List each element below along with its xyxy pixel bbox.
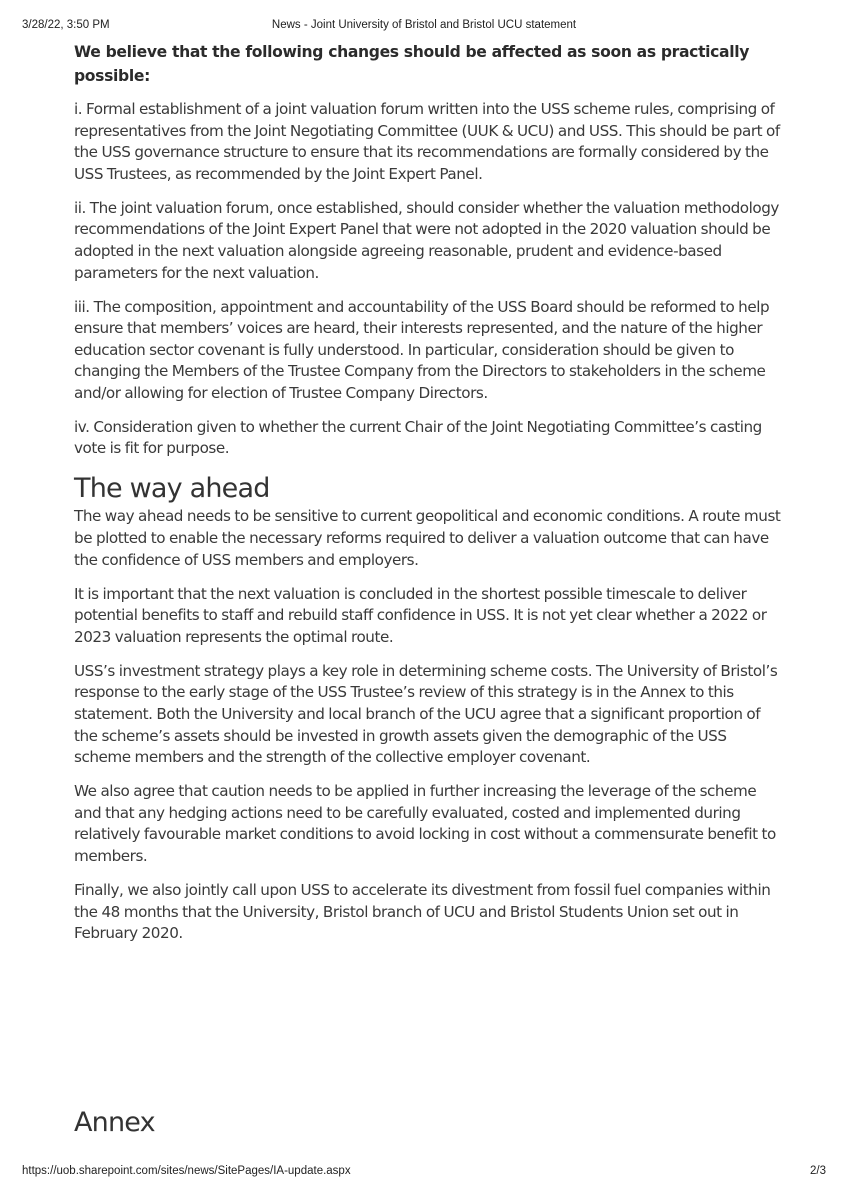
print-datetime: 3/28/22, 3:50 PM [22, 19, 110, 31]
recommendation-item: iv. Consideration given to whether the current Chair of the Joint Negotiating Committee’s casting vote is fit for purpose. [74, 417, 762, 458]
way-ahead-paragraph: It is important that the next valuation is concluded in the shortest possible timescale to deliver potential benefits to staff and rebuild staff confidence in USS. It is not yet clear whether a 2022 or 2023 valuation represents the optimal route. [74, 584, 767, 646]
recommendation-item: i. Formal establishment of a joint valuation forum written into the USS scheme rules, comprising of representatives from the Joint Negotiating Committee (UUK & UCU) and USS. This should be part of the USS governance structure to ensure that its recommendations are formally considered by the USS Trustees, as recommended by the Joint Expert Panel. [74, 100, 780, 183]
section-heading-way-ahead: The way ahead [74, 473, 270, 505]
page-number: 2/3 [810, 1165, 826, 1177]
recommendation-item: iii. The composition, appointment and accountability of the USS Board should be reformed to help ensure that members’ voices are heard, their interests represented, and the nature of the higher education sector covenant is fully understood. In particular, consideration should be given to changing the Members of the Trustee Company from the Directors to stakeholders in the scheme and/or allowing for election of Trustee Company Directors. [74, 297, 770, 402]
recommendation-item: ii. The joint valuation forum, once established, should consider whether the valuation methodology recommendations of the Joint Expert Panel that were not adopted in the 2020 valuation should be adopted in the next valuation alongside agreeing reasonable, prudent and evidence-based parameters for the next valuation. [74, 198, 779, 282]
way-ahead-paragraph: USS’s investment strategy plays a key role in determining scheme costs. The University of Bristol’s response to the early stage of the USS Trustee’s review of this strategy is in the Annex to this statement. Both the University and local branch of the UCU agree that a significant proportion of the scheme’s assets should be invested in growth assets given the demographic of the USS scheme members and the strength of the collective employer covenant. [74, 661, 778, 767]
article-body [74, 40, 786, 957]
print-header [22, 19, 826, 35]
print-footer [22, 1165, 826, 1181]
section-heading-annex: Annex [74, 1107, 155, 1138]
print-page-url: https://uob.sharepoint.com/sites/news/SitePages/IA-update.aspx [22, 1165, 351, 1177]
way-ahead-paragraph: The way ahead needs to be sensitive to current geopolitical and economic conditions. A route must be plotted to enable the necessary reforms required to deliver a valuation outcome that can have the confidence of USS members and employers. [74, 507, 781, 569]
recommendations-lead: We believe that the following changes should be affected as soon as practically possible: [74, 43, 750, 85]
way-ahead-paragraph: Finally, we also jointly call upon USS to accelerate its divestment from fossil fuel companies within the 48 months that the University, Bristol branch of UCU and Bristol Students Union set out in February 2020. [74, 880, 771, 943]
way-ahead-paragraph: We also agree that caution needs to be applied in further increasing the leverage of the scheme and that any hedging actions need to be carefully evaluated, costed and implemented during relatively favourable market conditions to avoid locking in cost without a commensurate benefit to members. [74, 782, 776, 865]
print-page-title: News - Joint University of Bristol and Bristol UCU statement [271, 19, 577, 31]
